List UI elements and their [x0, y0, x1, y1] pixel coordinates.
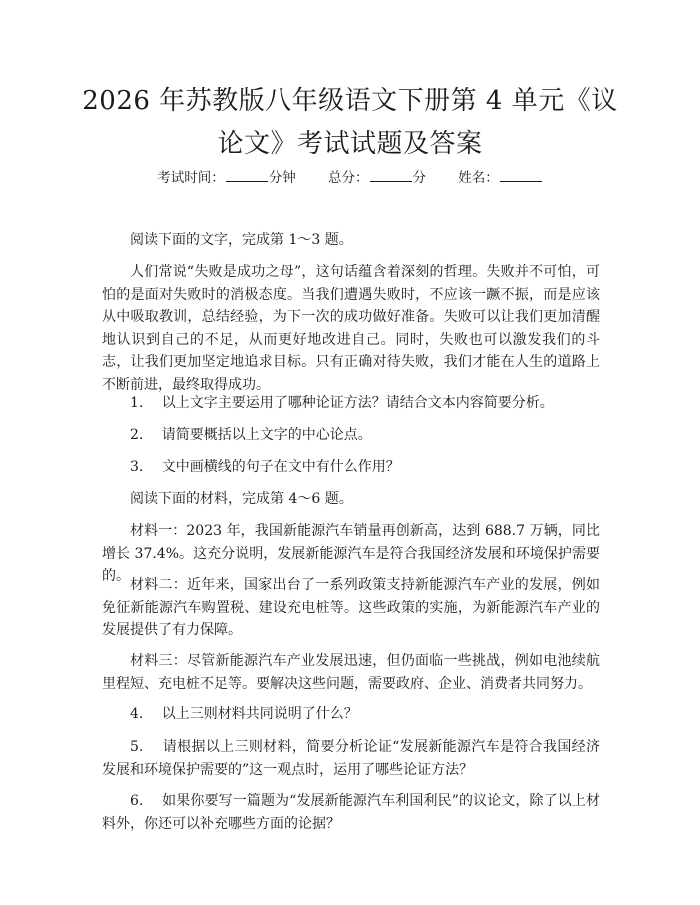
- title-line-2: 论文》考试试题及答案: [217, 129, 483, 159]
- question-3: 3. 文中画横线的句子在文中有什么作用？: [130, 459, 400, 475]
- material-1: 材料一：2023 年，我国新能源汽车销量再创新高，达到 688.7 万辆，同比增长 37.4%。这充分说明，发展新能源汽车是符合我国经济发展和环境保护需要的。: [102, 523, 600, 584]
- exam-time-field: [157, 170, 300, 186]
- total-score-field: [328, 170, 430, 186]
- question-1: 1. 以上文字主要运用了哪种论证方法？请结合文本内容简要分析。: [130, 395, 554, 411]
- total-score-blank: [370, 169, 412, 182]
- student-name-field: [458, 170, 543, 186]
- material-3: 材料三：尽管新能源汽车产业发展迅速，但仍面临一些挑战，例如电池续航里程短、充电桩不足等。要解决这些问题，需要政府、企业、消费者共同努力。: [102, 653, 600, 692]
- section-2-intro: 阅读下面的材料，完成第 4～6 题。: [130, 491, 353, 507]
- reading-passage-1: 人们常说“失败是成功之母”，这句话蕴含着深刻的哲理。失败并不可怕，可怕的是面对失败时的消极态度。当我们遭遇失败时，不应该一蹶不振，而是应该从中吸取教训，总结经验，为下一次的成功做好准备。失败可以让我们更加清醒地认识到自己的不足，从而更好地改进自己。同时，失败也可以激发我们的斗志，让我们更加坚定地追求目标。只有正确对待失败，我们才能在人生的道路上不断前进，最终取得成功。: [102, 264, 600, 393]
- student-name-blank: [500, 169, 542, 182]
- exam-time-unit: 分钟: [268, 170, 296, 186]
- material-2: 材料二：近年来，国家出台了一系列政策支持新能源汽车产业的发展，例如免征新能源汽车购置税、建设充电桩等。这些政策的实施，为新能源汽车产业的发展提供了有力保障。: [102, 577, 600, 638]
- exam-time-blank: [226, 169, 268, 182]
- total-score-unit: 分: [412, 170, 426, 186]
- student-name-label: 姓名：: [458, 170, 499, 186]
- question-4: 4. 以上三则材料共同说明了什么？: [130, 706, 358, 722]
- exam-time-label: 考试时间：: [157, 170, 225, 186]
- exam-info-line: [0, 168, 700, 188]
- total-score-label: 总分：: [328, 170, 369, 186]
- document-title: [80, 80, 620, 166]
- question-2: 2. 请简要概括以上文字的中心论点。: [130, 427, 372, 443]
- question-6: 6. 如果你要写一篇题为“发展新能源汽车利国利民”的议论文，除了以上材料外，你还可以补充哪些方面的论据？: [102, 793, 600, 832]
- question-5: 5. 请根据以上三则材料，简要分析论证“发展新能源汽车是符合我国经济发展和环境保护需要的”这一观点时，运用了哪些论证方法？: [102, 739, 600, 778]
- title-line-1: 2026 年苏教版八年级语文下册第 4 单元《议: [82, 86, 618, 116]
- section-1-intro: 阅读下面的文字，完成第 1～3 题。: [130, 232, 353, 248]
